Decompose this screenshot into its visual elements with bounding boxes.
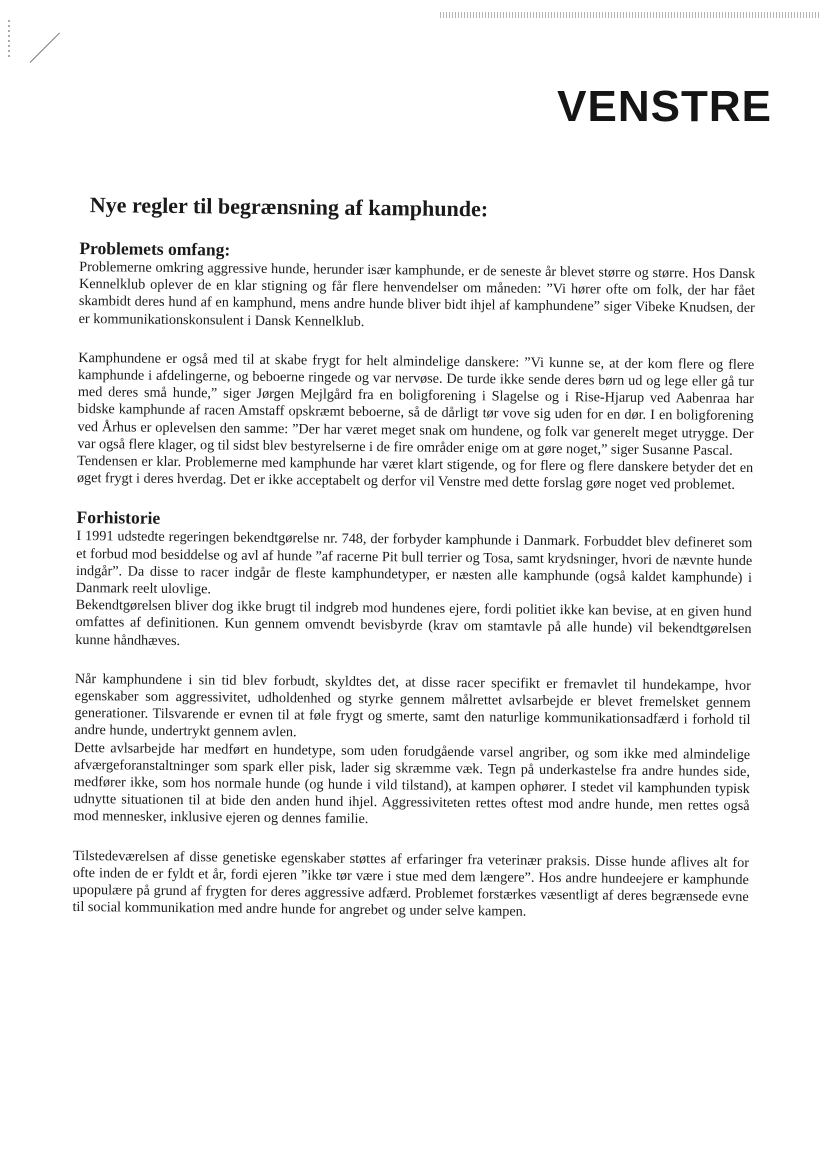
section-problemets-omfang bbox=[77, 238, 756, 495]
paragraph: Tendensen er klar. Problemerne med kamphunde har været klart stigende, og for flere og flere danskere betyder det en øget frygt i deres hverdag. Det er ikke acceptabelt og derfor vil Venstre med dette forslag gøre noget ved problemet. bbox=[76, 453, 754, 494]
paragraph: Dette avlsarbejde har medført en hundetype, som uden forudgående varsel angriber, og som ikke med almindelige afværgeforanstaltninger som spark eller pisk, lader sig skræmme væk. Tegn på underkastelse fra andre hundes side, medfører ikke, som hos normale hunde (og hunde i vild tilstand), at kampen ophører. I stedet vil kamphunden typisk udnytte situationen til at bide den anden hund ihjel. Aggressiviteten rettes oftest mod andre hunde, men rettes også mod mennesker, inklusive ejeren og dennes familie. bbox=[73, 739, 751, 828]
document-title: Nye regler til begrænsning af kamphunde: bbox=[89, 192, 489, 222]
paragraph: Problemerne omkring aggressive hunde, herunder især kamphunde, er de seneste år blevet større og større. Hos Dansk Kennelklub oplever de en klar stigning og får flere henvendelser om måneden: ”Vi hører ofte om folk, der har fået skambidt deres hund af en kamphund, mens andre hunde bliver bidt ihjel af kamphundene” siger Vibeke Knudsen, der er kommunikationskonsulent i Dansk Kennelklub. bbox=[78, 258, 756, 330]
paragraph: Når kamphundene i sin tid blev forbudt, skyldtes det, at disse racer specifikt er fremavlet til hundekampe, hvor egenskaber som aggressivitet, udholdenhed og styrke gennem målrettet avlsarbejde er blevet fremelsket gennem generationer. Tilsvarende er evnen til at føle frygt og smerte, samt den naturlige kommunikationsadfærd i forhold til andre hunde, undertrykt gennem avlen. bbox=[74, 670, 751, 741]
section-forhistorie bbox=[72, 507, 752, 923]
document-content bbox=[72, 192, 756, 924]
section-heading: Forhistorie bbox=[76, 507, 161, 529]
scan-artifact-mark bbox=[30, 32, 60, 62]
paragraph: Tilstedeværelsen af disse genetiske egenskaber støttes af erfaringer fra veterinær praksis. Disse hunde aflives alt for ofte inden de er fyldt et år, fordi ejeren ”ikke tør være i stue med dem længere”. Hos andre hundeejere er kamphunde upopulære på grund af frygten for deres aggressive adfærd. Problemet forstærkes væsentligt af deres begrænsede evne til social kommunikation med andre hunde for angrebet og under selve kampen. bbox=[72, 847, 750, 921]
venstre-logo: VENSTRE bbox=[557, 82, 772, 131]
scan-artifact-left bbox=[8, 20, 10, 60]
paragraph: Bekendtgørelsen bliver dog ikke brugt til indgreb mod hundenes ejere, fordi politiet ikke kan bevise, at en given hund omfattes af definitionen. Kun gennem omvendt bevisbyrde (krav om stamtavle på alle hunde) vil bekendtgørelsen kunne håndhæves. bbox=[75, 597, 752, 649]
section-heading: Problemets omfang: bbox=[79, 237, 231, 260]
scan-artifact-top bbox=[440, 12, 820, 18]
paragraph: Kamphundene er også med til at skabe frygt for helt almindelige danskere: ”Vi kunne se, at der kom flere og flere kamphunde i afdelingerne, og beboerne ringede og var nervøse. De turde ikke sende deres børn ud og lege eller gå tur med deres små hunde,” siger Jørgen Mejlgård fra en boligforening i Slagelse og i Rise-Hjarup ved Aabenraa har bidske kamphunde af racen Amstaff opskræmt beboerne, så de dårligt tør vove sig uden for en dør. I en boligforening ved Århus er oplevelsen den samme: ”Der har været meget snak om hundene, og folk var generelt meget utrygge. Der var også flere klager, og til sidst blev bestyrelserne i de fire områder enige om at gøre noget,” siger Susanne Pascal. bbox=[77, 349, 755, 459]
paragraph: I 1991 udstedte regeringen bekendtgørelse nr. 748, der forbyder kamphunde i Danmark. Forbuddet blev defineret som et forbud mod besiddelse og avl af hunde ”af racerne Pit bull terrier og Tosa, samt krydsninger, hvori de nævnte hunde indgår”. Da disse to racer indgår de fleste kamphundetyper, er næsten alle kamphunde (også kaldet kamphunde) i Danmark reelt ulovlige. bbox=[75, 528, 753, 598]
